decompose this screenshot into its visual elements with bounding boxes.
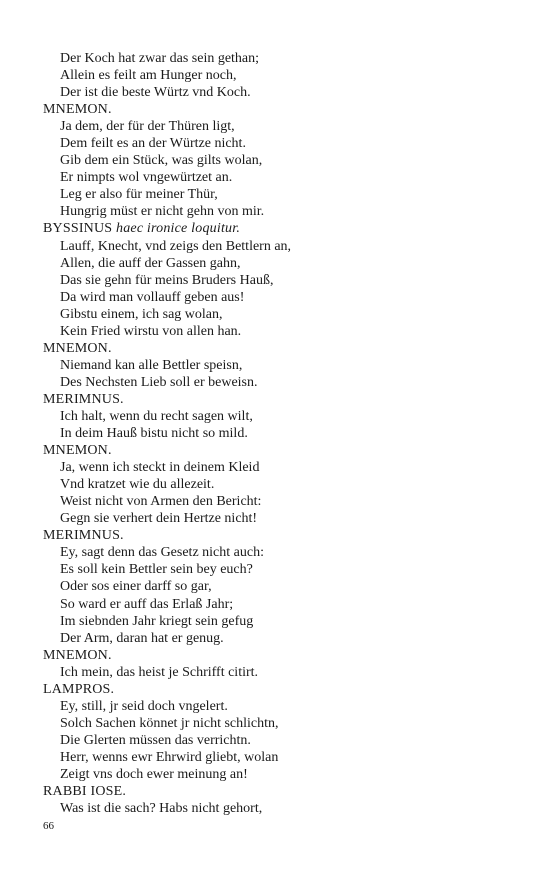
- speaker-name: [43, 681, 523, 698]
- verse-line: [43, 135, 523, 152]
- verse-text: Im siebnden Jahr kriegt sein gefug: [60, 613, 254, 629]
- verse-line: [43, 630, 523, 647]
- verse-text: Was ist die sach? Habs nicht gehort,: [60, 801, 263, 817]
- verse-text: Das sie gehn für meins Bruders Hauß,: [60, 272, 274, 288]
- verse-line: [43, 357, 523, 374]
- verse-line: [43, 664, 523, 681]
- verse-text: Herr, wenns ewr Ehrwird gliebt, wolan: [60, 749, 279, 765]
- speaker-name: [43, 442, 523, 459]
- verse-text: Zeigt vns doch ewer meinung an!: [60, 766, 248, 782]
- verse-text: Es soll kein Bettler sein bey euch?: [60, 562, 253, 578]
- verse-text: Des Nechsten Lieb soll er beweisn.: [60, 374, 258, 390]
- verse-line: [43, 698, 523, 715]
- verse-text: Weist nicht von Armen den Bericht:: [60, 494, 262, 510]
- verse-line: [43, 766, 523, 783]
- speaker-name: [43, 220, 523, 237]
- verse-line: [43, 118, 523, 135]
- speaker-label: MERIMNUS.: [43, 528, 124, 544]
- verse-text: Da wird man vollauff geben aus!: [60, 289, 245, 305]
- verse-text: Ey, still, jr seid doch vngelert.: [60, 698, 228, 714]
- verse-text: Er nimpts wol vngewürtzet an.: [60, 170, 233, 186]
- speaker-label: RABBI IOSE.: [43, 784, 127, 800]
- speaker-name: [43, 783, 523, 800]
- speaker-label: LAMPROS.: [43, 681, 115, 697]
- speaker-name: [43, 647, 523, 664]
- verse-text: Allein es feilt am Hunger noch,: [60, 68, 237, 84]
- verse-line: [43, 800, 523, 817]
- speaker-name: [43, 391, 523, 408]
- verse-text: Hungrig müst er nicht gehn von mir.: [60, 204, 265, 220]
- verse-line: [43, 561, 523, 578]
- verse-line: [43, 289, 523, 306]
- verse-line: [43, 323, 523, 340]
- verse-line: [43, 715, 523, 732]
- verse-text: Niemand kan alle Bettler speisn,: [60, 357, 243, 373]
- verse-line: [43, 459, 523, 476]
- verse-text: Ja dem, der für der Thüren ligt,: [60, 119, 235, 135]
- verse-line: [43, 732, 523, 749]
- verse-line: [43, 613, 523, 630]
- speaker-label: MNEMON.: [43, 340, 112, 356]
- verse-text: Ich halt, wenn du recht sagen wilt,: [60, 408, 253, 424]
- verse-line: [43, 374, 523, 391]
- speaker-label: MNEMON.: [43, 647, 112, 663]
- verse-text: Der Koch hat zwar das sein gethan;: [60, 51, 260, 66]
- verse-text: Leg er also für meiner Thür,: [60, 187, 218, 203]
- verse-text: Vnd kratzet wie du allezeit.: [60, 477, 215, 493]
- verse-text: Lauff, Knecht, vnd zeigs den Bettlern an,: [60, 238, 292, 254]
- verse-text: In deim Hauß bistu nicht so mild.: [60, 426, 248, 442]
- speaker-label: BYSSINUS: [43, 221, 113, 237]
- verse-text: Der ist die beste Würtz vnd Koch.: [60, 85, 251, 101]
- verse-line: [43, 84, 523, 101]
- verse-line: [43, 578, 523, 595]
- verse-text: Die Glerten müssen das verrichtn.: [60, 732, 251, 748]
- verse-text: Ey, sagt denn das Gesetz nicht auch:: [60, 545, 264, 561]
- verse-line: [43, 493, 523, 510]
- verse-text: Dem feilt es an der Würtze nicht.: [60, 136, 246, 152]
- verse-line: [43, 425, 523, 442]
- speaker-label: MNEMON.: [43, 443, 112, 459]
- verse-line: [43, 203, 523, 220]
- page-number: 66: [43, 820, 54, 832]
- verse-line: [43, 50, 523, 67]
- verse-text: Der Arm, daran hat er genug.: [60, 630, 224, 646]
- verse-line: [43, 408, 523, 425]
- speaker-label: MERIMNUS.: [43, 391, 124, 407]
- stage-direction: haec ironice loquitur.: [116, 221, 241, 237]
- verse-text: Ich mein, das heist je Schrifft citirt.: [60, 664, 259, 680]
- verse-line: [43, 306, 523, 323]
- speaker-name: [43, 527, 523, 544]
- verse-line: [43, 255, 523, 272]
- verse-text: Gegn sie verhert dein Hertze nicht!: [60, 511, 258, 527]
- verse-text: Kein Fried wirstu von allen han.: [60, 323, 242, 339]
- verse-text: Gibstu einem, ich sag wolan,: [60, 306, 223, 322]
- speaker-label: MNEMON.: [43, 102, 112, 118]
- verse-line: [43, 749, 523, 766]
- verse-line: [43, 272, 523, 289]
- verse-line: [43, 510, 523, 527]
- speaker-name: [43, 101, 523, 118]
- verse-text: Gib dem ein Stück, was gilts wolan,: [60, 153, 263, 169]
- verse-text: Allen, die auff der Gassen gahn,: [60, 255, 241, 271]
- verse-text: Solch Sachen könnet jr nicht schlichtn,: [60, 715, 279, 731]
- verse-line: [43, 238, 523, 255]
- verse-text: Oder sos einer darff so gar,: [60, 579, 212, 595]
- verse-line: [43, 544, 523, 561]
- verse-line: [43, 152, 523, 169]
- verse-line: [43, 476, 523, 493]
- verse-line: [43, 186, 523, 203]
- verse-text: So ward er auff das Erlaß Jahr;: [60, 596, 234, 612]
- verse-line: [43, 596, 523, 613]
- verse-line: [43, 67, 523, 84]
- play-text: [43, 50, 523, 817]
- verse-text: Ja, wenn ich steckt in deinem Kleid: [60, 460, 260, 476]
- speaker-name: [43, 340, 523, 357]
- verse-line: [43, 169, 523, 186]
